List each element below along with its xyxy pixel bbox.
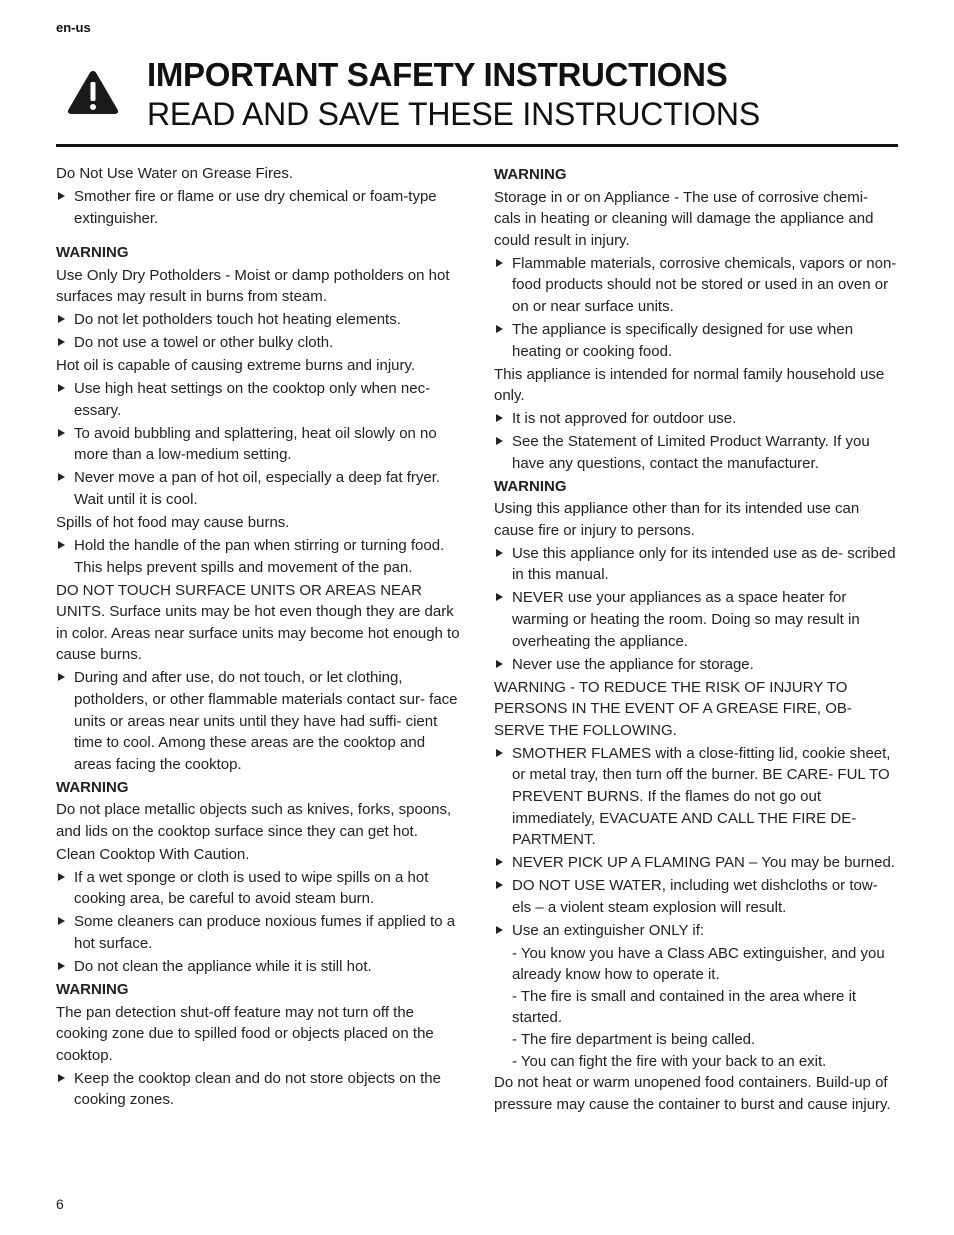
sub-item: - You know you have a Class ABC extinguisher, and you already know how to operate it. [512, 944, 885, 984]
paragraph: Spills of hot food may cause burns. [56, 514, 290, 532]
paragraph: Storage in or on Appliance - The use of corrosive chemi- cals in heating or cleaning will damage the appliance and could result in injury. [494, 188, 874, 249]
bullet-item: Hold the handle of the pan when stirring or turning food. This helps prevent spills and movement of the pan. [56, 535, 462, 578]
paragraph: This appliance is intended for normal family household use only. [494, 365, 885, 405]
paragraph: DO NOT TOUCH SURFACE UNITS OR AREAS NEAR UNITS. Surface units may be hot even though they are dark in color. Areas near surface units may become hot enough to cause burns. [56, 581, 460, 664]
page-title: IMPORTANT SAFETY INSTRUCTIONS [147, 56, 728, 93]
bullet-item: Never use the appliance for storage. [494, 654, 898, 676]
page-subtitle: READ AND SAVE THESE INSTRUCTIONS [147, 96, 760, 132]
warning-heading: WARNING [56, 778, 129, 796]
bullet-item: Smother fire or flame or use dry chemical or foam-type extinguisher. [56, 186, 462, 229]
language-code: en-us [56, 20, 91, 35]
bullet-item: See the Statement of Limited Product Warranty. If you have any questions, contact the manufacturer. [494, 431, 898, 474]
header-divider [56, 144, 898, 147]
bullet-item: Do not clean the appliance while it is still hot. [56, 956, 462, 978]
sub-item: - The fire is small and contained in the area where it started. [512, 987, 857, 1027]
bullet-item: SMOTHER FLAMES with a close-fitting lid, cookie sheet, or metal tray, then turn off the burner. BE CARE- FUL TO PREVENT BURNS. If the flames do not go out immediately, EVACUATE AND CALL THE FIRE DE- PARTMENT. [494, 743, 898, 851]
page-number: 6 [56, 1196, 64, 1212]
bullet-item: The appliance is specifically designed for use when heating or cooking food. [494, 319, 898, 362]
bullet-item: NEVER PICK UP A FLAMING PAN – You may be burned. [494, 852, 898, 874]
bullet-item: Use high heat settings on the cooktop only when nec- essary. [56, 378, 462, 421]
warning-triangle-icon [66, 68, 120, 116]
sub-item: - You can fight the fire with your back to an exit. [512, 1052, 827, 1070]
bullet-item: During and after use, do not touch, or let clothing, potholders, or other flammable materials contact sur- face units or areas near units until they have had suffi- cient time to cool. Among these areas are the cooktop and areas facing the cooktop. [56, 667, 462, 775]
warning-heading: WARNING [494, 477, 567, 495]
bullet-item: It is not approved for outdoor use. [494, 408, 898, 430]
bullet-item: Do not let potholders touch hot heating elements. [56, 309, 462, 331]
paragraph: Do not heat or warm unopened food containers. Build-up of pressure may cause the container to burst and cause injury. [494, 1074, 891, 1113]
paragraph: Clean Cooktop With Caution. [56, 845, 250, 863]
paragraph: The pan detection shut-off feature may not turn off the cooking zone due to spilled food or objects placed on the cooktop. [56, 1003, 434, 1064]
paragraph: Use Only Dry Potholders - Moist or damp potholders on hot surfaces may result in burns from steam. [56, 266, 450, 306]
right-column [494, 163, 898, 1117]
left-column [56, 163, 462, 1112]
warning-heading: WARNING [56, 981, 129, 999]
bullet-item: Keep the cooktop clean and do not store objects on the cooking zones. [56, 1068, 462, 1111]
bullet-item: Use an extinguisher ONLY if: [494, 920, 898, 942]
paragraph: WARNING - TO REDUCE THE RISK OF INJURY TO PERSONS IN THE EVENT OF A GREASE FIRE, OB- SERVE THE FOLLOWING. [494, 678, 852, 739]
bullet-item: Do not use a towel or other bulky cloth. [56, 332, 462, 354]
bullet-item: Flammable materials, corrosive chemicals, vapors or non-food products should not be stored or used in an oven or on or near surface units. [494, 253, 898, 318]
bullet-item: Some cleaners can produce noxious fumes if applied to a hot surface. [56, 911, 462, 954]
paragraph: Do not place metallic objects such as knives, forks, spoons, and lids on the cooktop surface since they can get hot. [56, 801, 452, 840]
paragraph: Do Not Use Water on Grease Fires. [56, 165, 294, 182]
bullet-item: DO NOT USE WATER, including wet dishcloths or tow- els – a violent steam explosion will result. [494, 875, 898, 918]
bullet-item: If a wet sponge or cloth is used to wipe spills on a hot cooking area, be careful to avoid steam burn. [56, 867, 462, 910]
warning-heading: WARNING [494, 166, 567, 183]
sub-item: - The fire department is being called. [512, 1031, 756, 1049]
bullet-item: Use this appliance only for its intended use as de- scribed in this manual. [494, 543, 898, 586]
paragraph: Hot oil is capable of causing extreme burns and injury. [56, 357, 416, 375]
paragraph: Using this appliance other than for its intended use can cause fire or injury to persons. [494, 500, 860, 539]
bullet-item: NEVER use your appliances as a space heater for warming or heating the room. Doing so may result in overheating the appliance. [494, 587, 898, 652]
bullet-item: Never move a pan of hot oil, especially a deep fat fryer. Wait until it is cool. [56, 467, 462, 510]
warning-heading: WARNING [56, 244, 129, 262]
bullet-item: To avoid bubbling and splattering, heat oil slowly on no more than a low-medium setting. [56, 423, 462, 466]
